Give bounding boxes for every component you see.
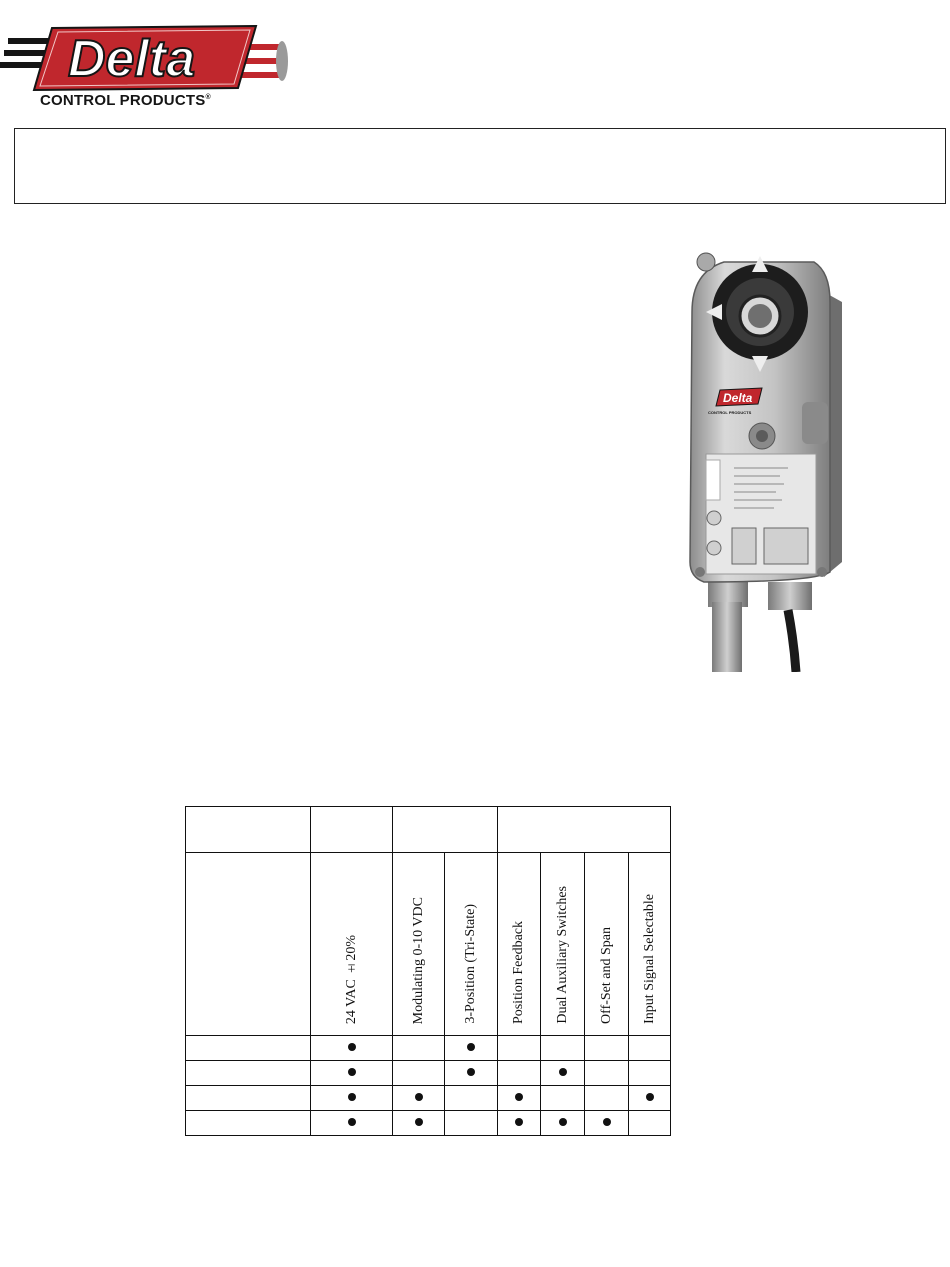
column-header: 3-Position (Tri-State) [445, 853, 498, 1036]
table-cell [186, 853, 311, 1036]
column-header: Dual Auxiliary Switches [541, 853, 585, 1036]
table-header-row [186, 853, 671, 1036]
table-cell [498, 1061, 541, 1086]
table-cell [393, 1086, 445, 1111]
table-cell [629, 1111, 671, 1136]
feature-dot-icon [467, 1068, 475, 1076]
column-header: Off-Set and Span [585, 853, 629, 1036]
table-cell [445, 1086, 498, 1111]
table-cell [629, 1086, 671, 1111]
feature-dot-icon [348, 1093, 356, 1101]
column-header: Input Signal Selectable [629, 853, 671, 1036]
column-header: Modulating 0-10 VDC [393, 853, 445, 1036]
svg-text:Delta: Delta [723, 391, 753, 405]
table-row [186, 1036, 671, 1061]
feature-dot-icon [515, 1118, 523, 1126]
actuator-image [684, 232, 864, 672]
logo-word: Delta [68, 30, 196, 88]
table-cell [311, 1086, 393, 1111]
row-label-cell [186, 1111, 311, 1136]
row-label-cell [186, 1086, 311, 1111]
table-cell [393, 1111, 445, 1136]
table-row [186, 1086, 671, 1111]
row-label-cell [186, 1061, 311, 1086]
feature-dot-icon [348, 1118, 356, 1126]
header-box [14, 128, 946, 204]
logo-tagline: CONTROL PRODUCTS® [40, 92, 211, 109]
table-cell [498, 1086, 541, 1111]
table-cell [393, 1061, 445, 1086]
table-cell [541, 1086, 585, 1111]
table-cell [585, 1111, 629, 1136]
table-cell [393, 807, 498, 853]
table-row [186, 1061, 671, 1086]
feature-dot-icon [559, 1118, 567, 1126]
table-cell [393, 1036, 445, 1061]
table-cell [498, 1111, 541, 1136]
feature-dot-icon [348, 1068, 356, 1076]
table-cell [311, 1061, 393, 1086]
feature-dot-icon [415, 1093, 423, 1101]
feature-dot-icon [467, 1043, 475, 1051]
table-cell [541, 1111, 585, 1136]
table-cell [541, 1061, 585, 1086]
table-cell [541, 1036, 585, 1061]
feature-dot-icon [559, 1068, 567, 1076]
row-label-cell [186, 1036, 311, 1061]
table-cell [186, 807, 311, 853]
feature-dot-icon [515, 1093, 523, 1101]
feature-dot-icon [603, 1118, 611, 1126]
table-cell [629, 1061, 671, 1086]
feature-dot-icon [348, 1043, 356, 1051]
feature-dot-icon [646, 1093, 654, 1101]
table-cell [445, 1036, 498, 1061]
table-cell [498, 1036, 541, 1061]
table-cell [311, 1111, 393, 1136]
table-cell [311, 1036, 393, 1061]
table-cell [585, 1036, 629, 1061]
table-group-header-row [186, 807, 671, 853]
column-header: 24 VAC ±20% [311, 853, 393, 1036]
table-cell [629, 1036, 671, 1061]
table-row [186, 1111, 671, 1136]
table-cell [311, 807, 393, 853]
feature-dot-icon [415, 1118, 423, 1126]
svg-text:CONTROL PRODUCTS: CONTROL PRODUCTS [708, 410, 752, 415]
table-cell [585, 1061, 629, 1086]
table-cell [585, 1086, 629, 1111]
feature-table [185, 806, 671, 1136]
column-header: Position Feedback [498, 853, 541, 1036]
table-cell [445, 1061, 498, 1086]
table-cell [498, 807, 671, 853]
table-cell [445, 1111, 498, 1136]
table-body [186, 1036, 671, 1136]
